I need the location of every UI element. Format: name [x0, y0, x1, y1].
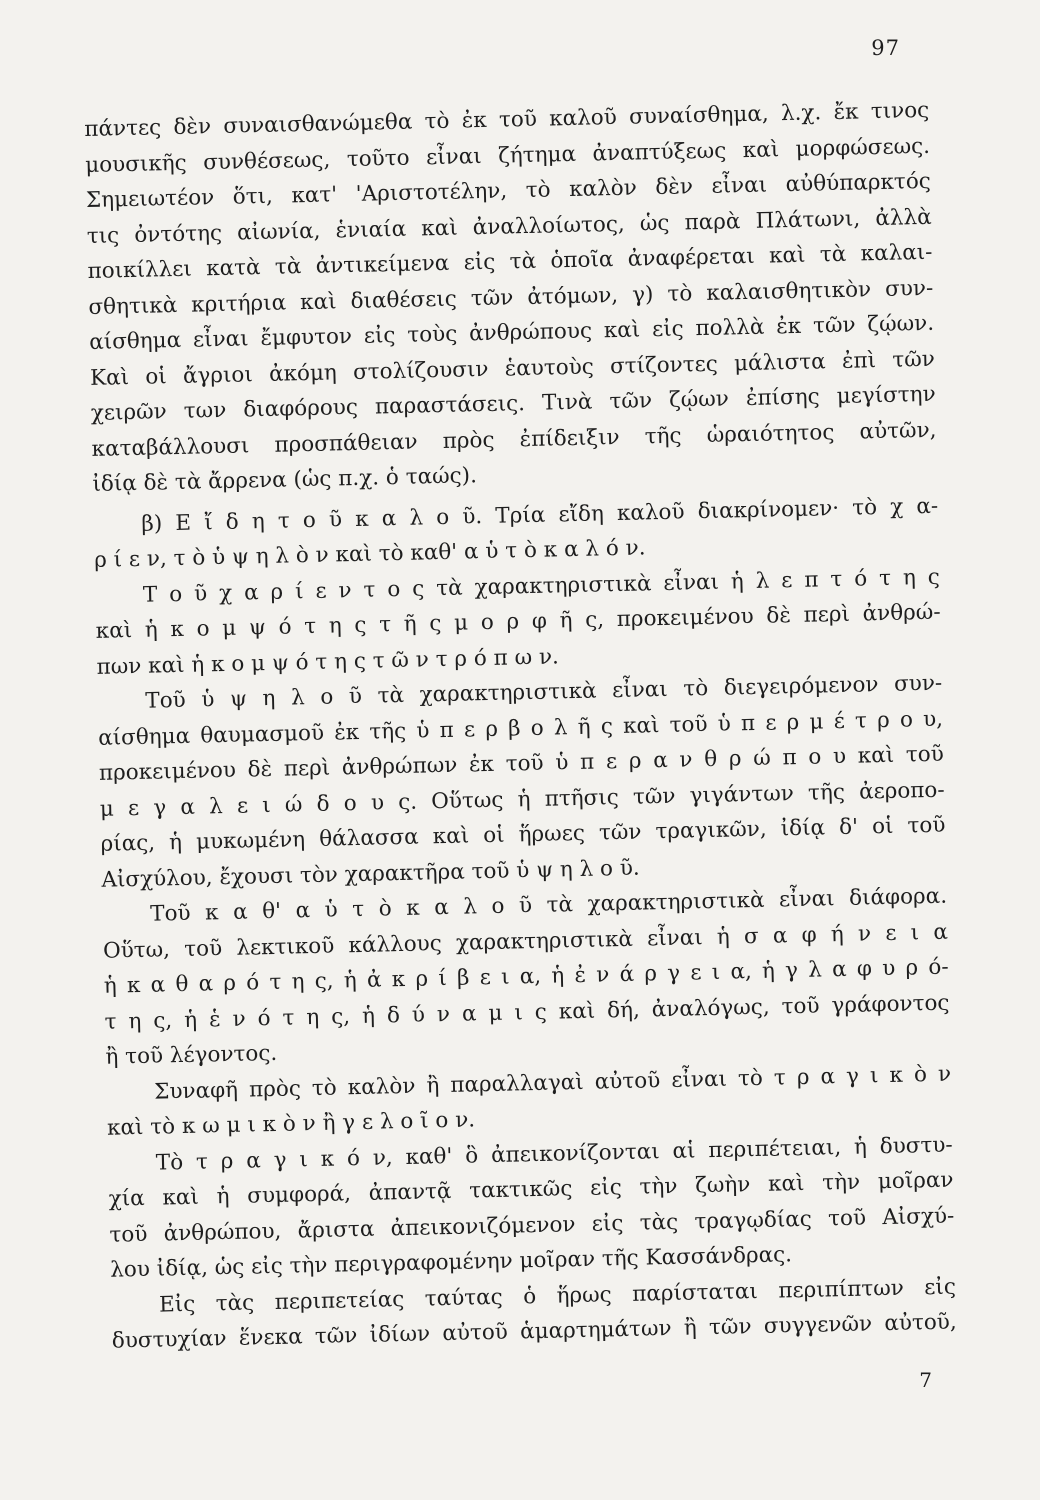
text-line: Τοῦ ὑ ψ η λ ο ῦ τὰ χαρακτηριστικὰ εἶναι τὸ διεγειρόμενον συν- [145, 670, 943, 714]
text-line: Τ ο ῦ χ α ρ ί ε ν τ ο ς τὰ χαρακτηριστικὰ εἶναι ἡ λ ε π τ ό τ η ς [142, 564, 941, 608]
text-line: τοῦ ἀνθρώπου, ἄριστα ἀπεικονιζόμενον εἰς τὰς τραγῳδίας τοῦ Αἰσχύ- [109, 1203, 955, 1248]
text-line: Σημειωτέον ὅτι, κατ' 'Αριστοτέλην, τὸ καλὸν δὲν εἶναι αὐθύπαρκτός [85, 168, 932, 213]
text-line: καταβάλλουσι προσπάθειαν πρὸς ἐπίδειξιν τῆς ὡραιότητος αὐτῶν, [91, 417, 937, 462]
signature-mark: 7 [919, 1368, 932, 1392]
text-line: ρ ί ε ν, τ ὸ ὑ ψ η λ ὸ ν καὶ τὸ καθ' α ὑ τ ὸ κ α λ ό ν. [93, 535, 646, 573]
text-line: Τοῦ κ α θ' α ὑ τ ὸ κ α λ ο ῦ τὰ χαρακτηριστικὰ εἶναι διάφορα. [149, 883, 948, 927]
text-line: πάντες δὲν συναισθανώμεθα τὸ ἐκ τοῦ καλοῦ συναίσθημα, λ.χ. ἔκ τινος [84, 97, 930, 142]
text-line: μ ε γ α λ ε ι ώ δ ο υ ς. Οὕτως ἡ πτῆσις τῶν γιγάντων τῆς ἀεροπο- [99, 777, 945, 822]
text-line: Οὕτω, τοῦ λεκτικοῦ κάλλους χαρακτηριστικὰ εἶναι ἡ σ α φ ή ν ε ι α [102, 919, 949, 964]
text-line: ρίας, ἡ μυκωμένη θάλασσα καὶ οἱ ἥρωες τῶν τραγικῶν, ἰδίᾳ δ' οἱ τοῦ [100, 812, 946, 857]
text-line: χειρῶν των διαφόρους παραστάσεις. Τινὰ τῶν ζῴων ἐπίσης μεγίστην [90, 381, 936, 426]
text-line: σθητικὰ κριτήρια καὶ διαθέσεις τῶν ἀτόμων, γ) τὸ καλαισθητικὸν συν- [88, 275, 934, 320]
text-line: αίσθημα εἶναι ἔμφυτον εἰς τοὺς ἀνθρώπους καὶ εἰς πολλὰ ἐκ τῶν ζῴων. [88, 310, 935, 355]
text-line: μουσικῆς συνθέσεως, τοῦτο εἶναι ζήτημα ἀναπτύξεως καὶ μορφώσεως. [84, 133, 931, 178]
text-line: λου ἰδίᾳ, ὡς εἰς τὴν περιγραφομένην μοῖραν τῆς Κασσάνδρας. [109, 1242, 793, 1283]
text-line: ἢ τοῦ λέγοντος. [105, 1040, 278, 1070]
text-line: ἡ κ α θ α ρ ό τ η ς, ἡ ἀ κ ρ ί β ε ι α, ἡ ἐ ν ά ρ γ ε ι α, ἡ γ λ α φ υ ρ ό- [103, 954, 949, 999]
text-line: αίσθημα θαυμασμοῦ ἐκ τῆς ὑ π ε ρ β ο λ ῆ ς καὶ τοῦ ὑ π ε ρ μ έ τ ρ ο υ, [97, 706, 944, 751]
text-line: Καὶ οἱ ἄγριοι ἀκόμη στολίζουσιν ἑαυτοὺς στίζοντες μάλιστα ἐπὶ τῶν [89, 346, 936, 391]
text-line: τ η ς, ἡ ἑ ν ό τ η ς, ἡ δ ύ ν α μ ι ς καὶ δή, ἀναλόγως, τοῦ γράφοντος [104, 990, 950, 1035]
text-line: ποικίλλει κατὰ τὰ ἀντικείμενα εἰς τὰ ὁποῖα ἀναφέρεται καὶ τὰ καλαι- [87, 239, 933, 284]
text-line: Συναφῆ πρὸς τὸ καλὸν ἢ παραλλαγαὶ αὐτοῦ εἶναι τὸ τ ρ α γ ι κ ὸ ν [153, 1061, 952, 1105]
text-line: Τὸ τ ρ α γ ι κ ό ν, καθ' ὃ ἀπεικονίζονται αἱ περιπέτειαι, ἡ δυστυ- [155, 1132, 953, 1176]
text-line: καὶ ἡ κ ο μ ψ ό τ η ς τ ῆ ς μ ο ρ φ ῆ ς, προκειμένου δὲ περὶ ἀνθρώ- [95, 599, 941, 644]
page-number: 97 [871, 36, 900, 60]
text-line: Αἰσχύλου, ἔχουσι τὸν χαρακτῆρα τοῦ ὑ ψ η λ ο ῦ. [101, 855, 640, 893]
body-text [84, 93, 957, 1359]
text-line: τις ὀντότης αἰωνία, ἑνιαία καὶ ἀναλλοίωτος, ὡς παρὰ Πλάτωνι, ἀλλὰ [86, 204, 932, 249]
text-line: καὶ τὸ κ ω μ ι κ ὸ ν ἢ γ ε λ ο ῖ ο ν. [106, 1107, 476, 1141]
text-line: δυστυχίαν ἕνεκα τῶν ἰδίων αὐτοῦ ἁμαρτημάτων ἢ τῶν συγγενῶν αὐτοῦ, [111, 1309, 957, 1354]
section-heading-line: β) Ε ἴ δ η τ ο ῦ κ α λ ο ῦ. Τρία εἴδη καλοῦ διακρίνομεν· τὸ χ α- [141, 493, 939, 537]
text-line: προκειμένου δὲ περὶ ἀνθρώπων ἐκ τοῦ ὑ π ε ρ α ν θ ρ ώ π ο υ καὶ τοῦ [98, 741, 945, 786]
text-line: Εἰς τὰς περιπετείας ταύτας ὁ ἥρως παρίσταται περιπίπτων εἰς [158, 1274, 957, 1318]
text-line: χία καὶ ἡ συμφορά, ἀπαντᾷ τακτικῶς εἰς τὴν ζωὴν καὶ τὴν μοῖραν [108, 1167, 954, 1212]
text-line: πων καὶ ἡ κ ο μ ψ ό τ η ς τ ῶ ν τ ρ ό π ω ν. [96, 643, 560, 680]
text-line: ἰδίᾳ δὲ τὰ ἄρρενα (ὡς π.χ. ὁ ταώς). [92, 463, 478, 497]
